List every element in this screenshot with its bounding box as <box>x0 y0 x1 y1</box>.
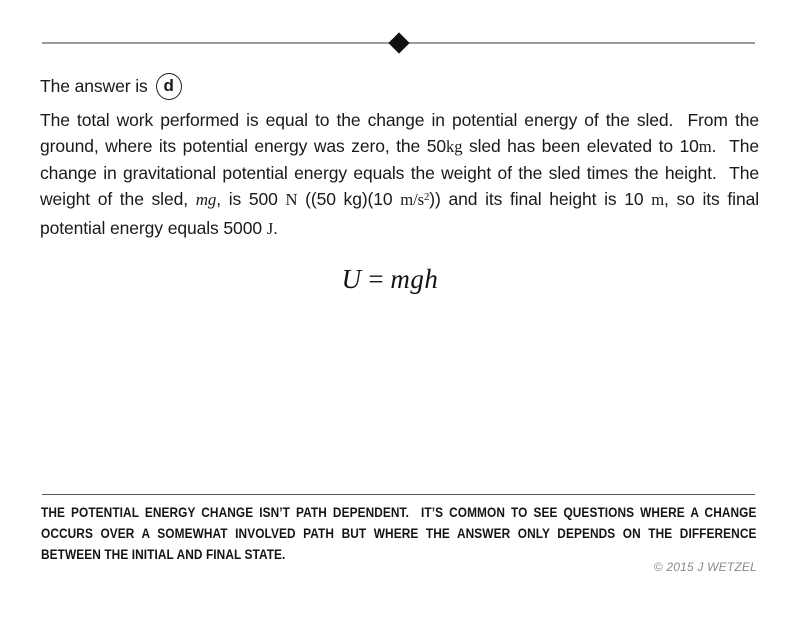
text-segment: m/s <box>400 190 424 209</box>
text-segment: mgh <box>390 264 439 294</box>
text-segment: = <box>361 264 391 294</box>
footer-divider <box>42 494 755 495</box>
answer-letter: d <box>163 75 174 95</box>
text-segment: N <box>285 190 298 209</box>
text-segment: U <box>341 264 362 294</box>
text-segment: m <box>698 137 712 156</box>
text-segment: . The change in gravitational potential energy equals the weight of the sled times the height. The weight of the sled, <box>40 136 764 209</box>
text-segment: m <box>651 190 665 209</box>
text-segment: mg <box>195 190 217 209</box>
section-divider <box>42 33 755 53</box>
answer-prefix-label: The answer is <box>40 75 148 96</box>
text-segment: . <box>273 218 278 238</box>
text-segment: , so its final potential energy equals 5000 <box>40 189 764 238</box>
text-segment: J <box>266 219 274 238</box>
text-segment: )) and its final height is 10 <box>429 189 652 209</box>
answer-line <box>40 71 182 101</box>
text-segment: 2 <box>423 191 430 204</box>
text-segment: kg <box>445 137 463 156</box>
footnote-text: THE POTENTIAL ENERGY CHANGE ISN’T PATH DEPENDENT. IT’S COMMON TO SEE QUESTIONS WHERE A CHANGE OCCURS OVER A SOMEWHAT INVOLVED PATH BUT WHERE THE ANSWER ONLY DEPENDS ON THE DIFFERENCE BETWEEN THE INITIAL AND FINAL STATE. <box>41 505 760 562</box>
answer-letter-circle <box>156 73 182 100</box>
equation-u-mgh <box>40 264 740 295</box>
copyright: © 2015 J WETZEL <box>653 560 757 574</box>
text-segment: The total work performed is equal to the change in potential energy of the sled. From the ground, where its potential energy was zero, the 50 <box>40 110 764 156</box>
text-segment: , is 500 <box>216 189 286 209</box>
text-segment: sled has been elevated to 10 <box>462 136 699 156</box>
explanation-paragraph <box>40 107 764 242</box>
text-segment: ((50 kg)(10 <box>297 189 401 209</box>
diamond-icon <box>388 32 409 53</box>
